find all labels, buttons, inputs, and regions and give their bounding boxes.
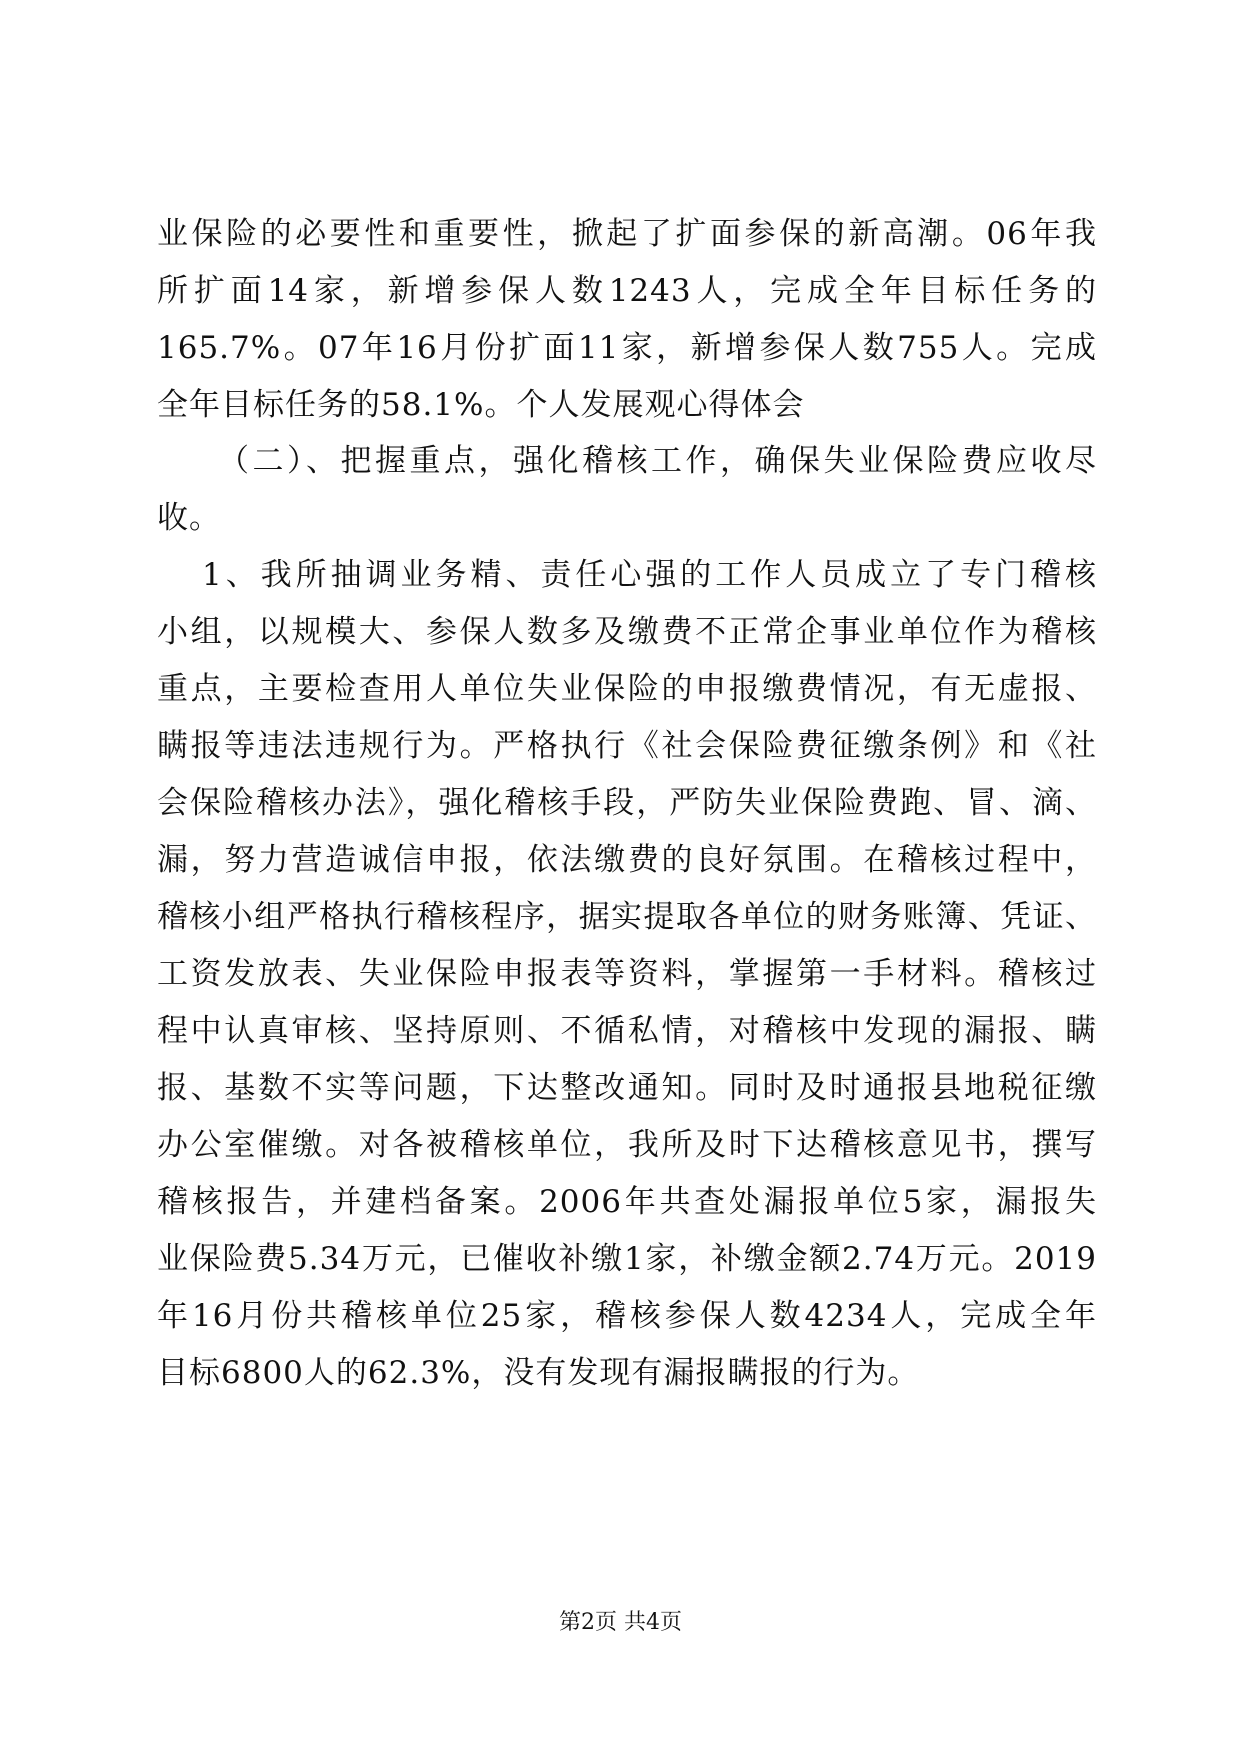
paragraph-line: 165.7%。07年16月份扩面11家，新增参保人数755人。完成: [157, 330, 1097, 366]
section-heading-line: （二）、把握重点，强化稽核工作，确保失业保险费应收尽: [218, 443, 1097, 479]
paragraph-line: 会保险稽核办法》，强化稽核手段，严防失业保险费跑、冒、滴、: [157, 785, 1097, 821]
paragraph-line: 稽核报告，并建档备案。2006年共查处漏报单位5家，漏报失: [157, 1184, 1097, 1220]
page-number-footer: 第2页 共4页: [559, 1610, 682, 1635]
paragraph-line: 目标6800人的62.3%，没有发现有漏报瞒报的行为。: [157, 1355, 920, 1391]
paragraph-line: 业保险的必要性和重要性，掀起了扩面参保的新高潮。06年我: [157, 216, 1097, 252]
paragraph-line: 1、我所抽调业务精、责任心强的工作人员成立了专门稽核: [202, 557, 1097, 593]
paragraph-line: 稽核小组严格执行稽核程序，据实提取各单位的财务账簿、凭证、: [157, 899, 1097, 935]
paragraph-line: 报、基数不实等问题，下达整改通知。同时及时通报县地税征缴: [157, 1070, 1097, 1106]
paragraph-line: 重点，主要检查用人单位失业保险的申报缴费情况，有无虚报、: [157, 671, 1097, 707]
section-heading-line: 收。: [157, 500, 221, 536]
paragraph-line: 瞒报等违法违规行为。严格执行《社会保险费征缴条例》和《社: [157, 728, 1097, 764]
paragraph-line: 全年目标任务的58.1%。个人发展观心得体会: [157, 387, 805, 423]
paragraph-line: 工资发放表、失业保险申报表等资料，掌握第一手材料。稽核过: [157, 956, 1097, 992]
paragraph-line: 小组，以规模大、参保人数多及缴费不正常企事业单位作为稽核: [157, 614, 1097, 650]
paragraph-line: 程中认真审核、坚持原则、不循私情，对稽核中发现的漏报、瞒: [157, 1013, 1097, 1049]
paragraph-line: 所扩面14家，新增参保人数1243人，完成全年目标任务的: [157, 273, 1097, 309]
paragraph-line: 年16月份共稽核单位25家，稽核参保人数4234人，完成全年: [157, 1298, 1097, 1334]
paragraph-line: 业保险费5.34万元，已催收补缴1家，补缴金额2.74万元。2019: [157, 1241, 1097, 1277]
paragraph-line: 办公室催缴。对各被稽核单位，我所及时下达稽核意见书，撰写: [157, 1127, 1097, 1163]
paragraph-line: 漏，努力营造诚信申报，依法缴费的良好氛围。在稽核过程中，: [157, 842, 1097, 878]
